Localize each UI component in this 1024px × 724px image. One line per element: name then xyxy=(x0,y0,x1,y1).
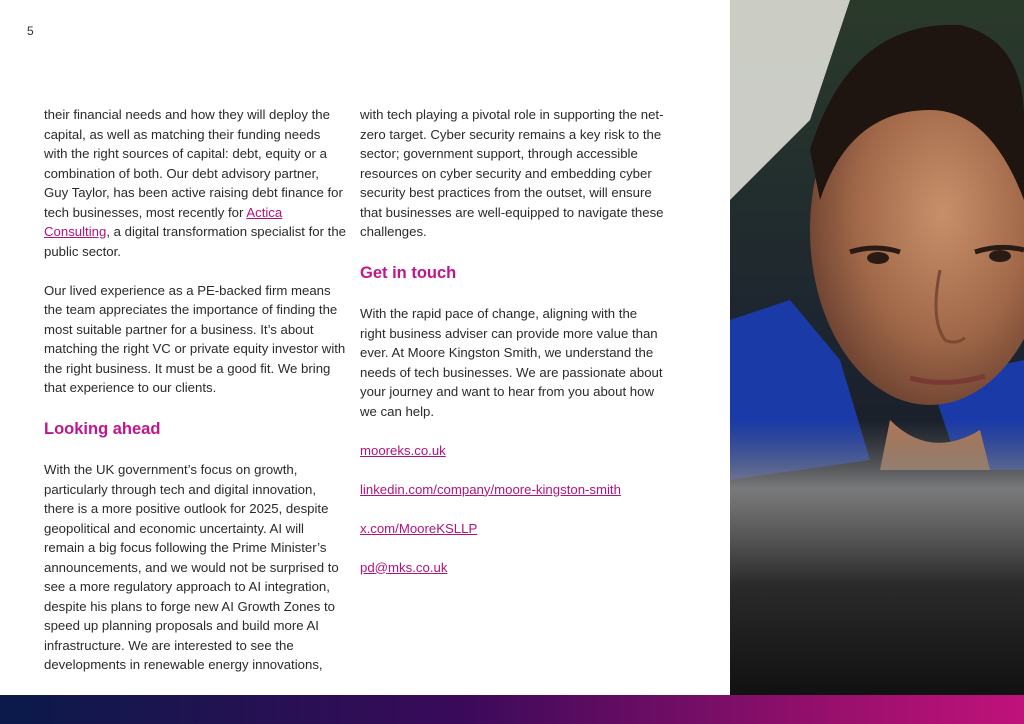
left-paragraph-1-text-b: , a digital transformation specialist for the public sector. xyxy=(44,224,346,259)
email-link[interactable]: pd@mks.co.uk xyxy=(360,559,448,575)
left-paragraph-3: With the UK government’s focus on growth, particularly through tech and digital innovation, there is a more positive outlook for 2025, despite geopolitical and economic uncertainty. AI will remain a big focus following the Prime Minister’s announcements, and we would not be surprised to see a more regulatory approach to AI integration, despite his plans to forge new AI Growth Zones to speed up planning proposals and build more AI infrastructure. We are interested to see the developments in renewable energy innovations, xyxy=(44,462,339,672)
x-link[interactable]: x.com/MooreKSLLP xyxy=(360,520,478,536)
left-paragraph-1-text-a: their financial needs and how they will deploy the capital, as well as matching their funding needs with the right sources of capital: debt, equity or a combination of both. Our debt advisory partner, Guy Taylor, has been active raising debt finance for tech businesses, most recently for xyxy=(44,107,343,220)
right-paragraph-1: with tech playing a pivotal role in supporting the net-zero target. Cyber security remains a key risk to the sector; government support, through accessible resources on cyber security and embedding cyber security best practices from the outset, will ensure that businesses are well-equipped to navigate these challenges. xyxy=(360,107,664,239)
left-paragraph-1 xyxy=(44,105,346,261)
right-paragraph-2: With the rapid pace of change, aligning with the right business adviser can provide more value than ever. At Moore Kingston Smith, we understand the needs of tech businesses. We are passionate about your journey and want to hear from you about how we can help. xyxy=(360,306,663,419)
actica-consulting-link[interactable]: Actica Consulting xyxy=(44,204,283,239)
left-column xyxy=(44,105,346,694)
linkedin-link[interactable]: linkedin.com/company/moore-kingston-smith xyxy=(360,481,621,497)
right-column xyxy=(360,105,665,597)
person-photo xyxy=(730,0,1024,695)
person-photo-illustration xyxy=(730,0,1024,695)
website-link[interactable]: mooreks.co.uk xyxy=(360,442,446,458)
looking-ahead-heading: Looking ahead xyxy=(44,420,161,438)
page-number: 5 xyxy=(27,24,34,38)
footer-gradient-bar xyxy=(0,695,1024,724)
left-paragraph-2: Our lived experience as a PE-backed firm means the team appreciates the importance of finding the most suitable partner for a business. It’s about matching the right VC or private equity investor with the right business. It must be a good fit. We bring that experience to our clients. xyxy=(44,282,346,395)
get-in-touch-heading: Get in touch xyxy=(360,264,457,282)
